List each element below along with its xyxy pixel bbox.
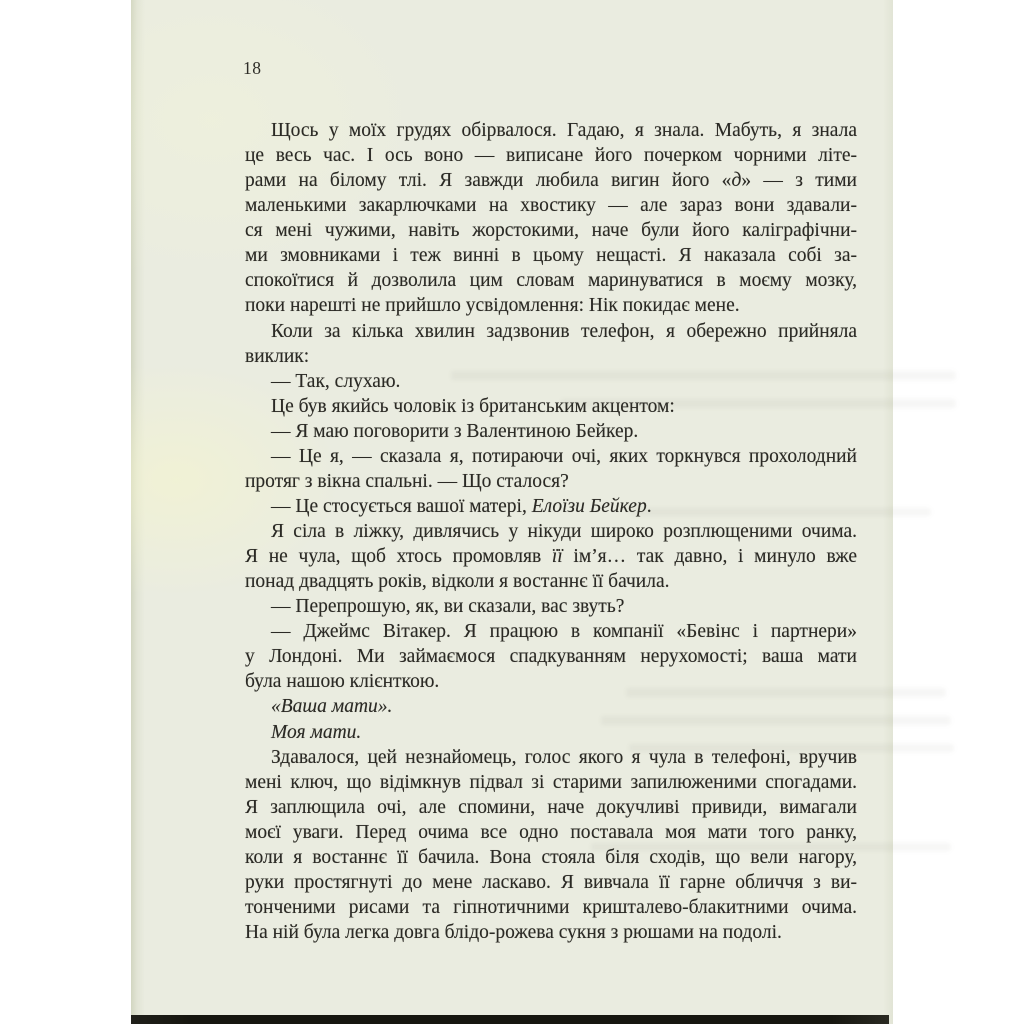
text-segment: » — з тими <box>741 170 857 192</box>
page-showthrough <box>561 399 956 408</box>
text-segment: ся мені чужими, навіть жорстокими, наче були його каліграфічни- <box>245 220 857 242</box>
text-segment: На ній була легка довга блідо-рожева сукня з рюшами на подолі. <box>245 922 782 943</box>
text-line <box>245 243 857 268</box>
text-segment: Щось у моїх грудях обірвалося. Гадаю, я знала. Мабуть, я знала <box>271 120 857 141</box>
page-showthrough <box>591 843 951 851</box>
text-line <box>245 795 857 820</box>
text-line <box>245 644 857 669</box>
text-line <box>245 895 857 920</box>
text-line <box>245 419 857 444</box>
text-line <box>245 293 857 318</box>
text-segment: . <box>646 495 652 517</box>
text-line <box>245 870 857 895</box>
text-line <box>245 143 857 168</box>
text-segment-italic: її <box>551 546 563 568</box>
page-showthrough <box>631 508 931 516</box>
text-line <box>245 519 857 544</box>
text-segment-italic: д <box>731 170 742 192</box>
text-segment: Я сіла в ліжку, дивлячись у нікуди широко розплющеними очима. <box>271 521 857 542</box>
text-segment: поки нарешті не прийшло усвідомлення: Нік покидає мене. <box>245 295 740 317</box>
text-line <box>245 268 857 293</box>
text-segment: маленькими закарлючками на хвостику — але зараз вони здавали- <box>245 195 857 217</box>
text-segment: це весь час. І ось воно — виписане його почерком чорними літе- <box>245 145 857 167</box>
text-line <box>245 619 857 644</box>
text-line <box>245 218 857 243</box>
text-segment: Я заплющила очі, але спомини, наче докучливі привиди, вимагали <box>245 796 857 818</box>
text-line <box>245 544 857 569</box>
text-segment: ім’я… так давно, і минуло вже <box>562 546 857 568</box>
text-segment: — Це стосується вашої матері, <box>271 495 532 517</box>
text-line <box>245 193 857 218</box>
page <box>131 0 893 1024</box>
page-number: 18 <box>243 58 262 78</box>
text-segment: Здавалося, цей незнайомець, голос якого я чула в телефоні, вручив <box>271 746 857 768</box>
text-segment: рами на білому тлі. Я завжди любила вигин його « <box>245 170 732 192</box>
text-segment: Коли за кілька хвилин задзвонив телефон, я обережно прийняла <box>271 320 857 342</box>
text-segment: — Це я, — сказала я, потираючи очі, яких торкнувся прохолодний <box>271 445 857 467</box>
text-line <box>245 444 857 469</box>
text-segment-italic: Моя мати. <box>271 721 362 743</box>
text-segment: виклик: <box>245 345 310 367</box>
text-segment: у Лондоні. Ми займаємося спадкуванням нерухомості; ваша мати <box>245 646 857 668</box>
text-segment: мені ключ, що відімкнув підвал зі старими запилюженими спогадами. <box>245 771 857 793</box>
text-segment: Я не чула, щоб хтось промовляв <box>245 546 552 568</box>
text-segment-italic: «Ваша мати». <box>271 696 393 718</box>
text-segment: понад двадцять років, відколи я востаннє її бачила. <box>245 571 670 593</box>
page-showthrough <box>601 716 951 725</box>
text-line <box>245 594 857 619</box>
text-segment-italic: Елоїзи Бейкер <box>531 495 647 517</box>
text-line <box>245 319 857 344</box>
text-line <box>245 344 857 369</box>
text-segment: Це був якийсь чоловік із британським акцентом: <box>271 395 675 417</box>
text-segment: — Я маю поговорити з Валентиною Бейкер. <box>271 420 639 442</box>
text-line <box>245 469 857 494</box>
page-showthrough <box>451 371 956 380</box>
text-line <box>245 820 857 845</box>
text-segment: протяг з вікна спальні. — Що сталося? <box>245 470 569 492</box>
text-line <box>245 569 857 594</box>
text-segment: спокоїтися й дозволила цим словам маринуватися в моєму мозку, <box>245 270 857 292</box>
text-segment: була нашою клієнткою. <box>245 671 440 693</box>
text-line <box>245 920 857 945</box>
text-block <box>245 118 857 945</box>
text-segment: тонченими рисами та гіпнотичними кришталево-блакитними очима. <box>245 896 857 918</box>
page-showthrough <box>629 744 954 752</box>
page-bottom-edge <box>131 1015 889 1024</box>
text-segment: ми змовниками і теж винні в цьому нещасті. Я наказала собі за- <box>245 245 857 267</box>
page-showthrough <box>626 688 946 697</box>
text-line <box>245 168 857 193</box>
text-segment: моєї уваги. Перед очима все одно поставала моя мати того ранку, <box>245 821 857 843</box>
text-segment: — Перепрошую, як, ви сказали, вас звуть? <box>271 596 625 618</box>
text-segment: коли я востаннє її бачила. Вона стояла біля сходів, що вели нагору, <box>245 846 857 868</box>
text-segment: — Джеймс Вітакер. Я працюю в компанії «Бевінс і партнери» <box>271 621 857 643</box>
text-line <box>245 770 857 795</box>
text-line <box>245 118 857 143</box>
text-segment: — Так, слухаю. <box>271 370 401 392</box>
text-segment: руки простягнуті до мене ласкаво. Я вивчала її гарне обличчя з ви- <box>245 871 857 893</box>
